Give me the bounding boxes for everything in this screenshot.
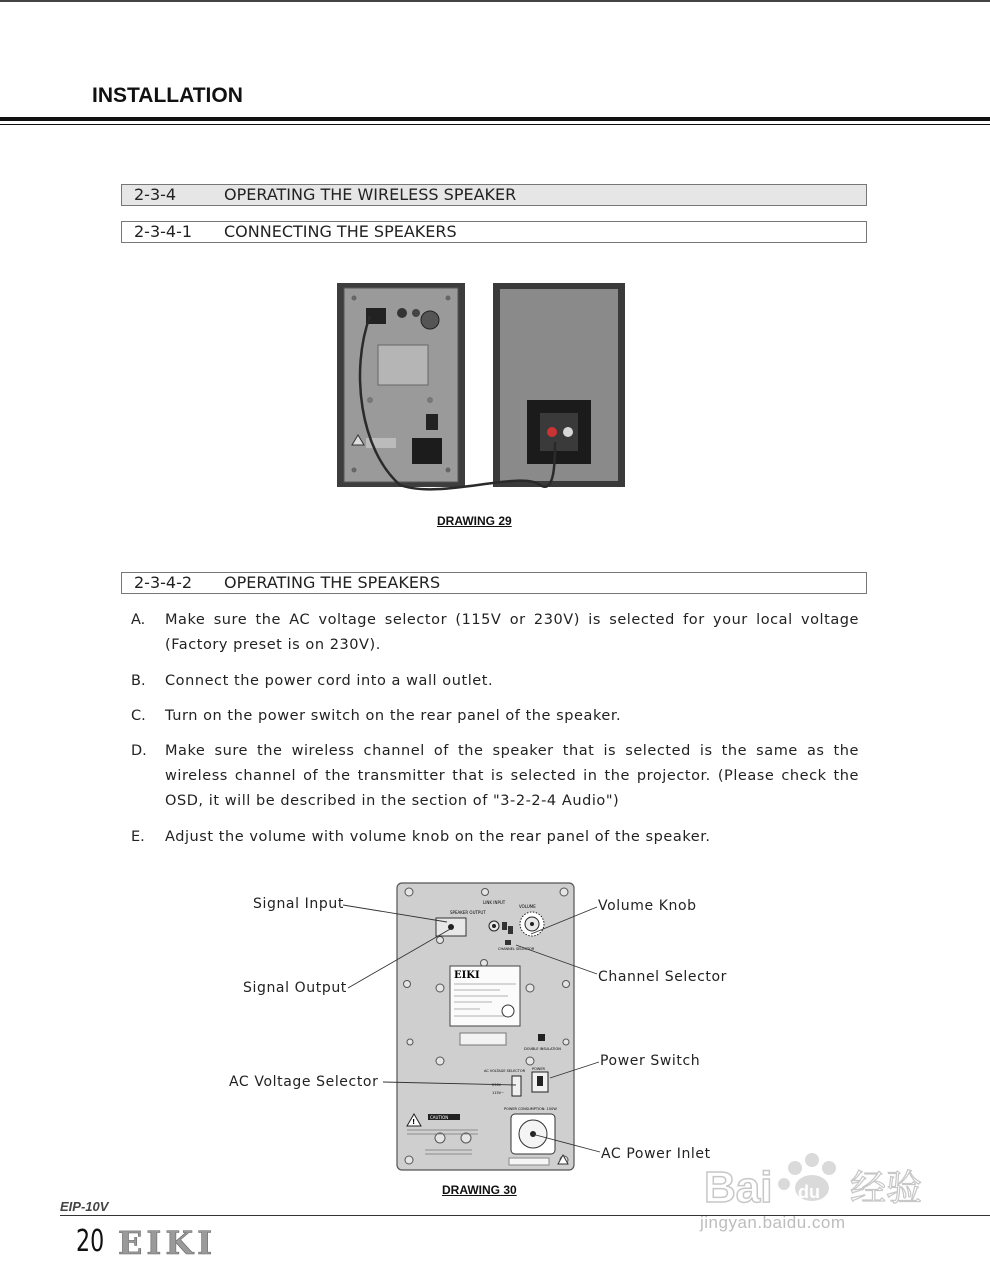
drawing-29-caption: DRAWING 29 xyxy=(437,514,512,528)
section-number: 2-3-4-1 xyxy=(134,222,193,241)
step-letter: C. xyxy=(131,708,146,724)
link-input-label: LINK INPUT xyxy=(483,900,506,905)
step-text: Turn on the power switch on the rear panel of the speaker. xyxy=(165,708,622,724)
volume-label: VOLUME xyxy=(519,904,536,909)
rating-logo-text: EIKI xyxy=(454,970,480,981)
callout-power-switch: Power Switch xyxy=(600,1053,701,1069)
callout-ac-power-inlet: AC Power Inlet xyxy=(601,1146,711,1162)
section-number: 2-3-4 xyxy=(134,185,177,204)
svg-text:115V~: 115V~ xyxy=(492,1091,505,1095)
leader-signal-output xyxy=(348,928,452,988)
leader-ac-inlet xyxy=(532,1134,600,1152)
svg-text:du: du xyxy=(798,1182,820,1202)
callout-signal-input: Signal Input xyxy=(253,896,344,912)
leader-channel xyxy=(516,945,597,974)
ac-voltage-label: AC VOLTAGE SELECTOR xyxy=(484,1069,526,1073)
step-text: Adjust the volume with volume knob on the rear panel of the speaker. xyxy=(165,829,711,845)
step-letter: E. xyxy=(131,829,145,845)
eiki-logo xyxy=(118,1224,248,1260)
watermark-url: jingyan.baidu.com xyxy=(700,1213,846,1232)
speakers-rear-photo xyxy=(330,280,630,500)
channel-selector-label: CHANNEL SELECTOR xyxy=(498,947,535,951)
rating-label xyxy=(378,345,428,385)
section-heading-2-3-4-1 xyxy=(121,221,867,243)
leader-signal-input xyxy=(343,905,447,922)
section-heading-2-3-4-2 xyxy=(121,572,867,594)
chapter-title: INSTALLATION xyxy=(92,84,243,107)
callout-signal-output: Signal Output xyxy=(243,980,347,996)
section-number: 2-3-4-2 xyxy=(134,573,193,592)
leader-volume xyxy=(531,907,597,934)
callout-leaders xyxy=(220,890,620,1170)
callout-volume-knob: Volume Knob xyxy=(598,898,697,914)
power-switch-photo xyxy=(426,414,438,430)
step-letter: B. xyxy=(131,673,146,689)
section-title: OPERATING THE WIRELESS SPEAKER xyxy=(224,185,517,204)
svg-text:EIKI: EIKI xyxy=(118,1224,217,1260)
svg-text:CAUTION: CAUTION xyxy=(430,1115,449,1120)
step-text: Connect the power cord into a wall outlet. xyxy=(165,673,494,689)
power-label: POWER xyxy=(532,1067,545,1071)
section-heading-2-3-4 xyxy=(121,184,867,206)
svg-text:Bai: Bai xyxy=(704,1163,773,1212)
page-number: 20 xyxy=(76,1224,105,1259)
leader-ac-voltage xyxy=(383,1082,516,1085)
step-text: Make sure the AC voltage selector (115V or 230V) is selected for your local voltage (Factory preset is on 230V). xyxy=(165,612,859,653)
section-title: CONNECTING THE SPEAKERS xyxy=(224,222,457,241)
volume-knob-photo xyxy=(421,311,439,329)
step-letter: D. xyxy=(131,743,147,759)
step-text: Make sure the wireless channel of the speaker that is selected is the same as the wireless channel of the transmitter that is selected in the projector. (Please check the OSD, it will be described in the section of "3-2-2-4 Audio") xyxy=(165,743,859,809)
callout-ac-voltage-selector: AC Voltage Selector xyxy=(229,1074,379,1090)
svg-text:经验: 经验 xyxy=(850,1168,923,1209)
header-rule xyxy=(0,117,990,121)
ac-inlet-photo xyxy=(412,438,442,464)
callout-channel-selector: Channel Selector xyxy=(598,969,728,985)
svg-text:!: ! xyxy=(412,1118,416,1126)
header-rule-thin xyxy=(0,124,990,125)
speaker-output-label: SPEAKER OUTPUT xyxy=(450,910,486,915)
step-letter: A. xyxy=(131,612,146,628)
svg-text:230V~: 230V~ xyxy=(492,1083,505,1087)
svg-text:POWER CONSUMPTION: 100W: POWER CONSUMPTION: 100W xyxy=(504,1107,557,1111)
section-title: OPERATING THE SPEAKERS xyxy=(224,573,441,592)
double-insulation-label: DOUBLE INSULATION xyxy=(524,1047,561,1051)
top-border xyxy=(0,0,990,2)
model-label: EIP-10V xyxy=(60,1199,109,1214)
leader-power-switch xyxy=(550,1062,599,1078)
drawing-30-caption: DRAWING 30 xyxy=(442,1183,517,1197)
